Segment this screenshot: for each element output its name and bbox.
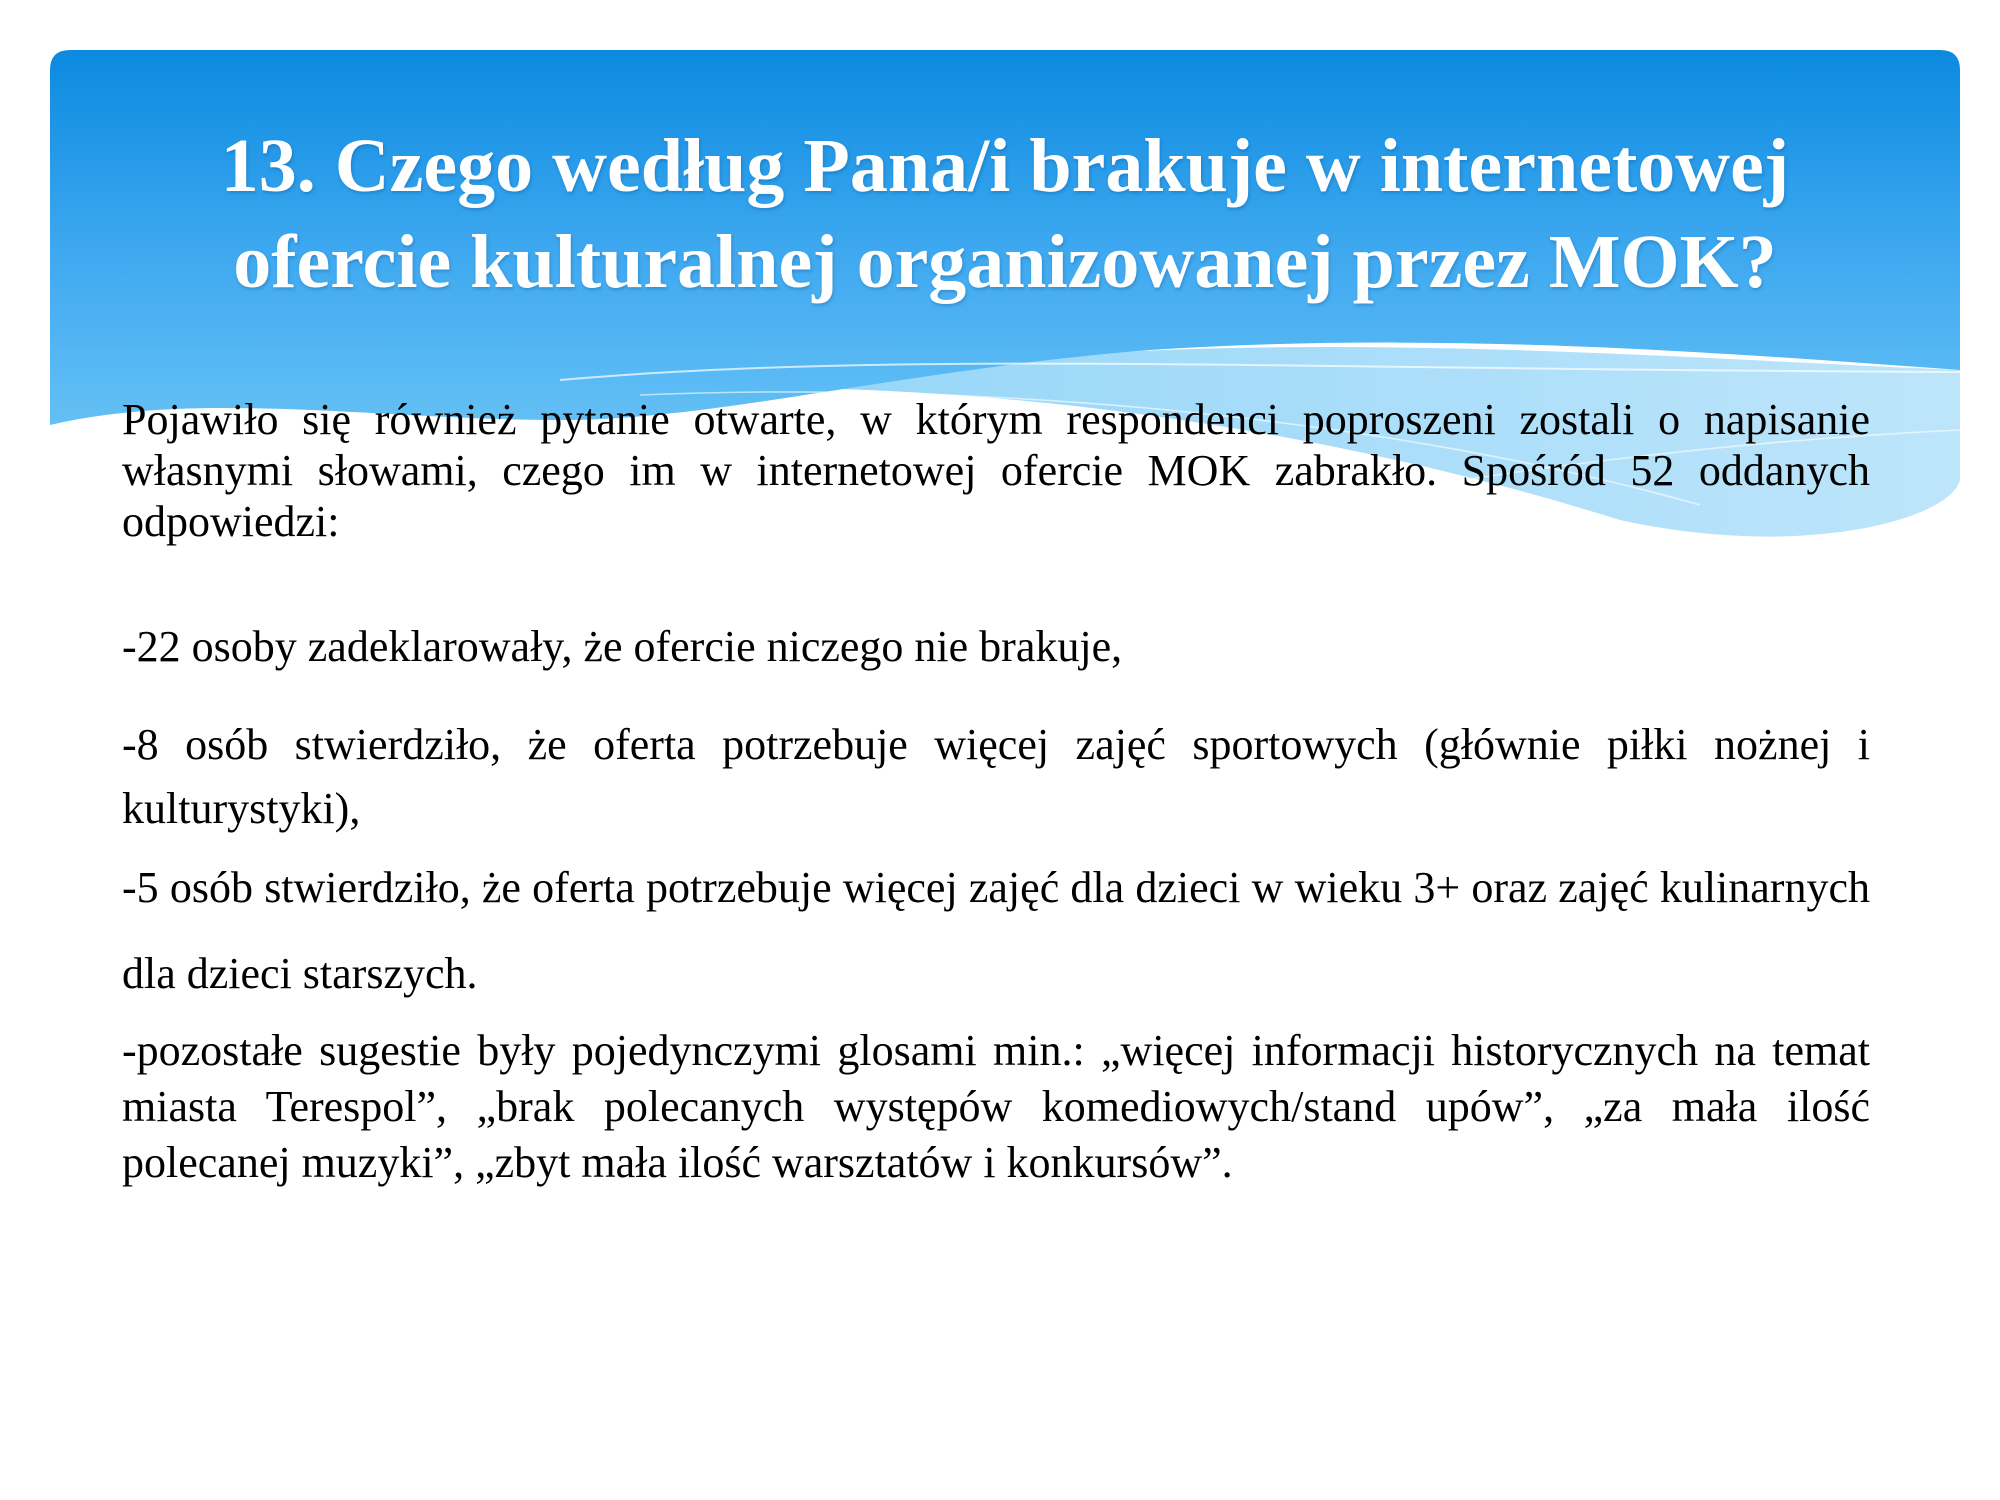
list-item: -22 osoby zadeklarowały, że ofercie niczego nie brakuje, — [122, 622, 1123, 671]
intro-paragraph: Pojawiło się również pytanie otwarte, w którym respondenci poproszeni zostali o napisanie własnymi słowami, czego im w internetowej ofercie MOK zabrakło. Spośród 52 oddanych odpowiedzi: — [122, 395, 1870, 546]
slide-title: 13. Czego według Pana/i brakuje w internetowej ofercie kulturalnej organizowanej przez MOK? — [220, 124, 1790, 304]
slide-body — [122, 394, 1870, 1191]
list-item: -8 osób stwierdziło, że oferta potrzebuje więcej zajęć sportowych (głównie piłki nożnej i kulturystyki), — [122, 720, 1870, 833]
list-item: -pozostałe sugestie były pojedynczymi glosami min.: „więcej informacji historycznych na temat miasta Terespol”, „brak polecanych występów komediowych/stand upów”, „za mała ilość polecanej muzyki”, „zbyt mała ilość warsztatów i konkursów”. — [122, 1026, 1870, 1187]
list-item: -5 osób stwierdziło, że oferta potrzebuje więcej zajęć dla dzieci w wieku 3+ oraz zajęć kulinarnych dla dzieci starszych. — [122, 863, 1870, 998]
